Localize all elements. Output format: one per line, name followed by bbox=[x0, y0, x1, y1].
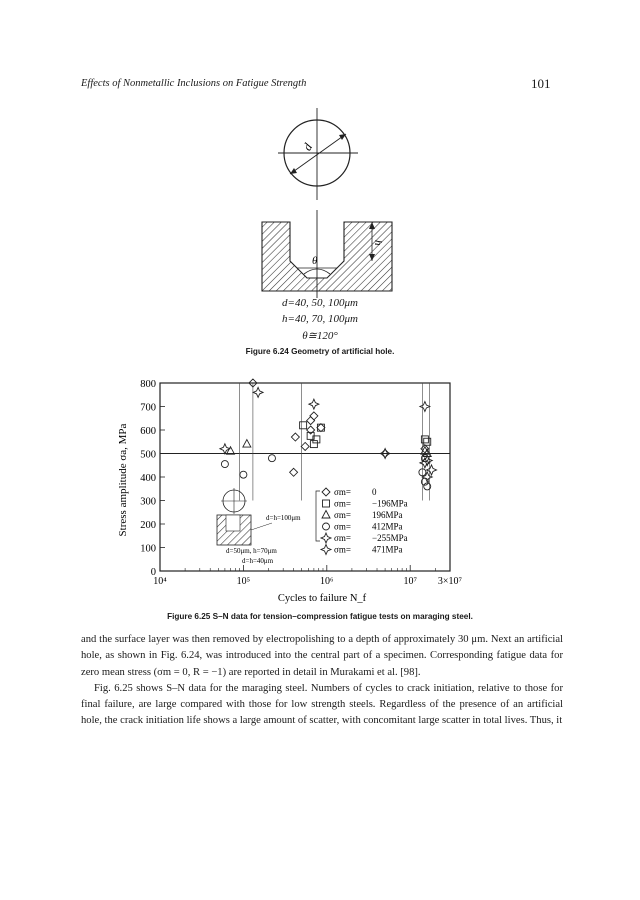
legend-value: 471MPa bbox=[372, 544, 403, 555]
legend bbox=[316, 487, 408, 555]
x-tick-label: 10⁷ bbox=[403, 576, 417, 587]
data-point bbox=[301, 442, 309, 450]
legend-value: 196MPa bbox=[372, 510, 403, 520]
inset-label-d-h-100: d=h=100μm bbox=[266, 514, 301, 522]
legend-marker bbox=[322, 488, 330, 496]
data-point bbox=[220, 444, 230, 454]
data-point bbox=[240, 471, 247, 478]
figure-6-24-caption: Figure 6.24 Geometry of artificial hole. bbox=[245, 347, 395, 356]
data-point bbox=[307, 417, 315, 425]
data-point bbox=[291, 433, 299, 441]
y-tick-label: 0 bbox=[150, 567, 156, 578]
data-point bbox=[420, 402, 430, 412]
data-point bbox=[310, 441, 317, 448]
y-axis-ticks bbox=[140, 379, 165, 578]
legend-value: 0 bbox=[372, 487, 377, 497]
legend-marker bbox=[321, 545, 331, 555]
sn-chart bbox=[100, 375, 540, 605]
y-tick-label: 500 bbox=[140, 449, 156, 461]
data-point bbox=[221, 461, 228, 468]
hole-top-view bbox=[278, 108, 358, 200]
legend-value: −196MPa bbox=[372, 498, 408, 509]
y-tick-label: 400 bbox=[140, 473, 156, 484]
inset-label-d-h-40: d=h=40μm bbox=[242, 557, 274, 565]
data-point bbox=[317, 424, 325, 432]
x-tick-label: 10⁵ bbox=[236, 576, 251, 587]
paragraph-1: and the surface layer was then removed by electropolishing to a depth of approximately 30 μm. Next an artificial hole, as shown in Fig. 6.24, was introduced into the central part of a specimen. Corresponding fatigue data for zero mean stress (σm = 0, R = −1) are reported in detail in Murakami et al. [98]. bbox=[81, 634, 563, 678]
data-point bbox=[317, 424, 324, 431]
x-tick-label: 3×10⁷ bbox=[437, 576, 463, 587]
y-tick-label: 700 bbox=[140, 402, 156, 414]
data-points bbox=[220, 379, 437, 490]
inset-label-d50-h70: d=50μm, h=70μm bbox=[226, 547, 277, 555]
guide-lines bbox=[160, 383, 450, 501]
specimen-inset bbox=[217, 488, 301, 565]
legend-label: σm= bbox=[334, 544, 351, 555]
x-tick-label: 10⁶ bbox=[320, 576, 334, 587]
legend-label: σm= bbox=[334, 521, 351, 532]
data-point bbox=[290, 468, 298, 476]
paragraph-2: Fig. 6.25 shows S–N data for the maraging steel. Numbers of cycles to crack initiation, relative to those for final failure, are large compared with those for low strength steels. Regardless of the presence of an artificial hole, the crack initiation life shows a large amount of scatter, with concomitant large scatter in total lives. Thus, it bbox=[81, 682, 563, 727]
legend-label: σm= bbox=[334, 533, 351, 543]
y-tick-label: 200 bbox=[140, 520, 156, 531]
legend-value: −255MPa bbox=[372, 533, 408, 543]
y-axis-label: Stress amplitude σa, MPa bbox=[117, 423, 129, 537]
data-point bbox=[253, 387, 263, 397]
data-point bbox=[310, 412, 318, 420]
legend-marker bbox=[322, 511, 330, 519]
page-number: 101 bbox=[531, 76, 551, 91]
data-point bbox=[268, 455, 275, 462]
artificial-hole-diagram bbox=[200, 98, 440, 348]
body-text bbox=[81, 632, 563, 730]
hole-cross-section bbox=[262, 210, 392, 298]
data-point bbox=[309, 399, 319, 409]
x-axis-label: Cycles to failure N_f bbox=[277, 593, 367, 604]
y-tick-label: 300 bbox=[140, 496, 156, 508]
hole-diameter-values: d=40, 50, 100μm bbox=[282, 297, 358, 309]
data-point bbox=[243, 440, 251, 448]
legend-marker bbox=[323, 500, 330, 507]
hole-angle-value: θ≅120° bbox=[302, 330, 338, 342]
running-title: Effects of Nonmetallic Inclusions on Fatigue Strength bbox=[81, 78, 307, 89]
legend-value: 412MPa bbox=[372, 521, 403, 532]
data-point bbox=[300, 422, 307, 429]
x-tick-label: 10⁴ bbox=[153, 576, 167, 587]
x-axis-ticks bbox=[150, 565, 463, 587]
legend-label: σm= bbox=[334, 510, 351, 520]
theta-label: θ bbox=[312, 255, 318, 267]
y-tick-label: 600 bbox=[140, 426, 156, 437]
y-tick-label: 100 bbox=[140, 543, 156, 555]
y-tick-label: 800 bbox=[140, 379, 156, 390]
hole-depth-values: h=40, 70, 100μm bbox=[282, 313, 358, 325]
legend-marker bbox=[321, 533, 331, 543]
diameter-label: d bbox=[299, 140, 316, 153]
legend-marker bbox=[323, 523, 330, 530]
legend-label: σm= bbox=[334, 487, 351, 497]
figure-6-25-caption: Figure 6.25 S–N data for tension–compression fatigue tests on maraging steel. bbox=[167, 612, 473, 621]
depth-label: h bbox=[372, 240, 384, 246]
legend-label: σm= bbox=[334, 498, 351, 509]
